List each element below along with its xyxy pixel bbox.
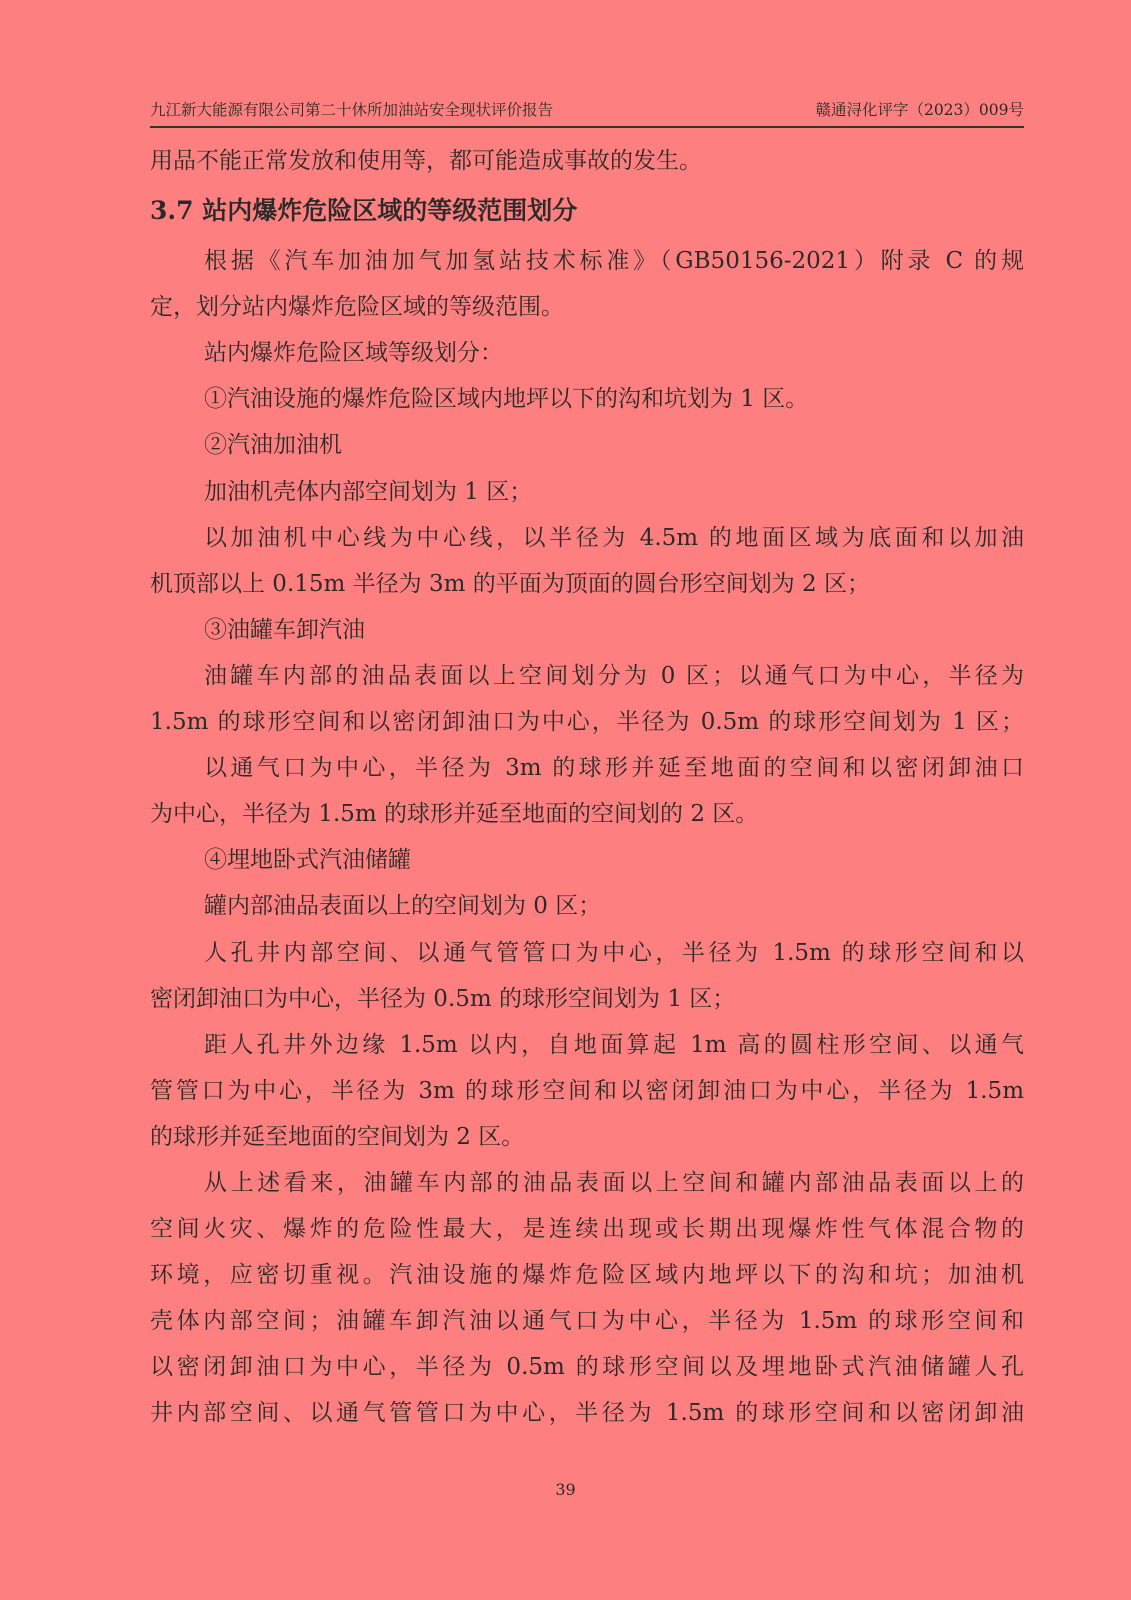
page-header bbox=[150, 96, 1024, 128]
text-line: 以加油机中心线为中心线，以半径为 4.5m 的地面区域为底面和以加油 bbox=[204, 524, 1024, 551]
text-line: 油罐车内部的油品表面以上空间划分为 0 区；以通气口为中心，半径为 bbox=[204, 662, 1024, 689]
text-line: 加油机壳体内部空间划为 1 区； bbox=[204, 478, 533, 505]
text-line: ①汽油设施的爆炸危险区域内地坪以下的沟和坑划为 1 区。 bbox=[204, 386, 809, 413]
report-number: 赣通浔化评字（2023）009号 bbox=[815, 101, 1024, 119]
text-line: 空间火灾、爆炸的危险性最大，是连续出现或长期出现爆炸性气体混合物的 bbox=[150, 1216, 1024, 1243]
document-body bbox=[150, 138, 1024, 1437]
text-line: 环境，应密切重视。汽油设施的爆炸危险区域内地坪以下的沟和坑；加油机 bbox=[150, 1262, 1024, 1289]
text-line: 从上述看来，油罐车内部的油品表面以上空间和罐内部油品表面以上的 bbox=[204, 1169, 1024, 1196]
text-line: 根据《汽车加油加气加氢站技术标准》（GB50156-2021）附录 C 的规 bbox=[204, 248, 1024, 275]
text-line: 1.5m 的球形空间和以密闭卸油口为中心，半径为 0.5m 的球形空间划为 1 区； bbox=[150, 709, 1024, 736]
text-line: 机顶部以上 0.15m 半径为 3m 的平面为顶面的圆台形空间划为 2 区； bbox=[150, 570, 870, 597]
text-line: 为中心，半径为 1.5m 的球形并延至地面的空间划的 2 区。 bbox=[150, 801, 759, 828]
text-line: ③油罐车卸汽油 bbox=[204, 616, 365, 643]
text-line: 管管口为中心，半径为 3m 的球形空间和以密闭卸油口为中心，半径为 1.5m bbox=[150, 1077, 1024, 1104]
text-line: 井内部空间、以通气管管口为中心，半径为 1.5m 的球形空间和以密闭卸油 bbox=[150, 1400, 1024, 1427]
text-line: 定，划分站内爆炸危险区域的等级范围。 bbox=[150, 294, 564, 321]
text-line: 密闭卸油口为中心，半径为 0.5m 的球形空间划为 1 区； bbox=[150, 985, 736, 1012]
text-line: 用品不能正常发放和使用等，都可能造成事故的发生。 bbox=[150, 148, 702, 174]
text-line: 站内爆炸危险区域等级划分： bbox=[204, 340, 503, 367]
text-line: ②汽油加油机 bbox=[204, 432, 342, 459]
text-line: 人孔井内部空间、以通气管管口为中心，半径为 1.5m 的球形空间和以 bbox=[204, 939, 1024, 966]
text-line: 以通气口为中心，半径为 3m 的球形并延至地面的空间和以密闭卸油口 bbox=[204, 755, 1024, 782]
text-line: 以密闭卸油口为中心，半径为 0.5m 的球形空间以及埋地卧式汽油储罐人孔 bbox=[150, 1354, 1024, 1381]
text-line: 壳体内部空间；油罐车卸汽油以通气口为中心，半径为 1.5m 的球形空间和 bbox=[150, 1308, 1024, 1335]
section-heading: 3.7 站内爆炸危险区域的等级范围划分 bbox=[150, 196, 578, 226]
text-line: 距人孔井外边缘 1.5m 以内，自地面算起 1m 高的圆柱形空间、以通气 bbox=[204, 1031, 1024, 1058]
text-line: 的球形并延至地面的空间划为 2 区。 bbox=[150, 1123, 525, 1150]
text-line: 罐内部油品表面以上的空间划为 0 区； bbox=[204, 893, 602, 920]
report-title: 九江新大能源有限公司第二十休所加油站安全现状评价报告 bbox=[150, 101, 554, 119]
page-number: 39 bbox=[555, 1480, 576, 1499]
text-line: ④埋地卧式汽油储罐 bbox=[204, 847, 411, 874]
